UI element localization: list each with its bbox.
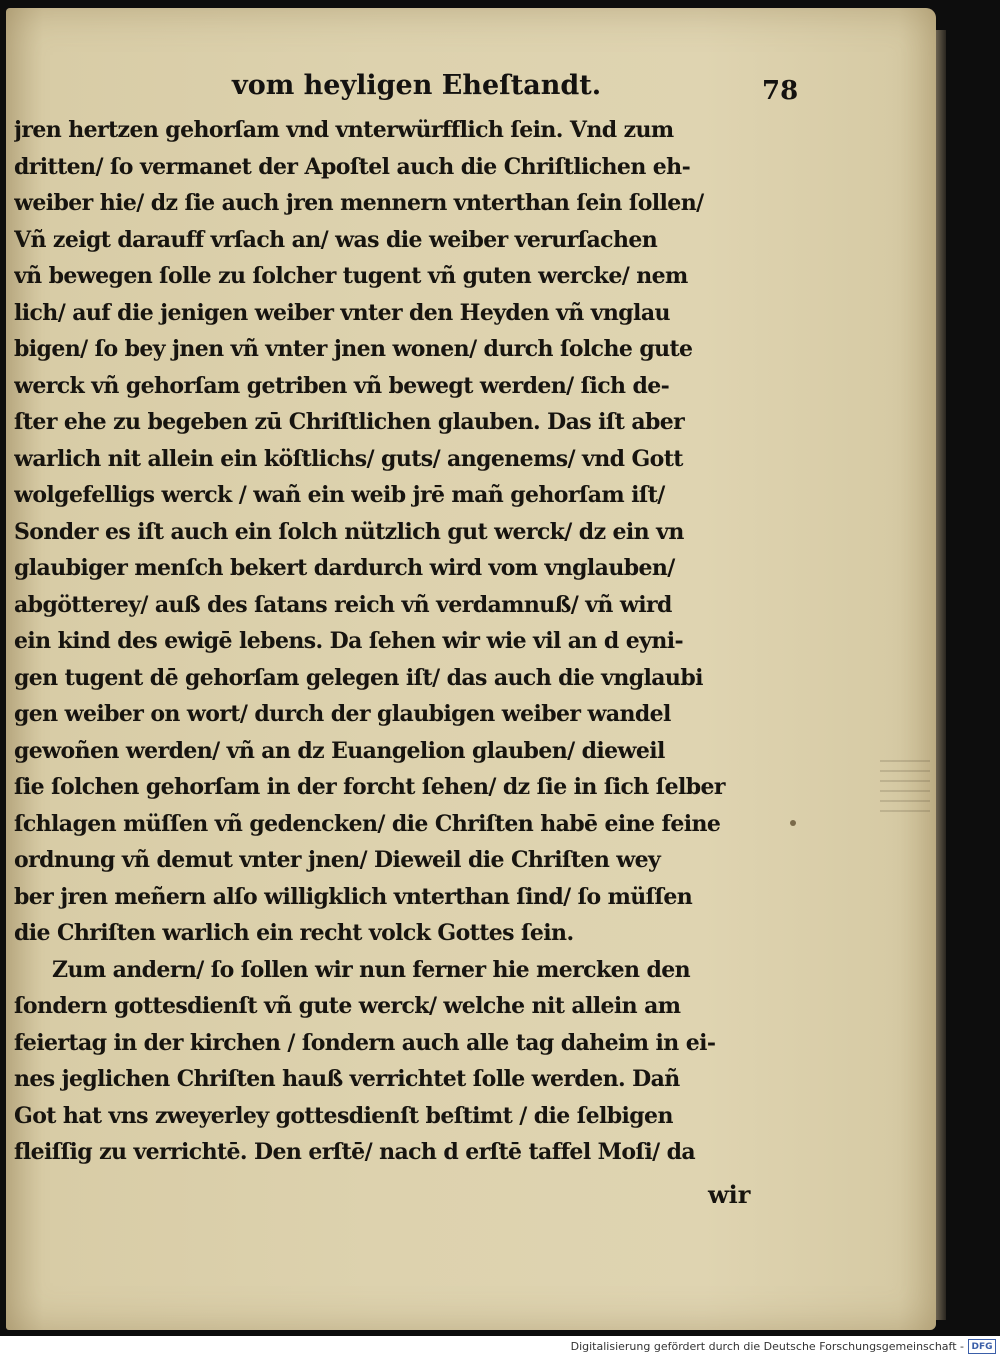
text-line: ſie ſolchen gehorſam in der forcht ſehen/ dz ſie in ſich ſelber: [14, 774, 725, 800]
running-head-title: vom heyligen Eheſtandt.: [232, 70, 602, 101]
text-line: dritten/ ſo vermanet der Apoſtel auch die Chriſtlichen eh-: [14, 153, 691, 180]
text-line: vñ bewegen ſolle zu ſolcher tugent vñ guten wercke/ nem: [14, 263, 688, 289]
text-line: ein kind des ewigē lebens. Da ſehen wir wie vil an d eyni-: [14, 628, 684, 654]
text-line: wolgefelligs werck / wañ ein weib jrē mañ gehorſam iſt/: [14, 482, 665, 508]
text-line: warlich nit allein ein köſtlichs/ guts/ angenems/ vnd Gott: [14, 445, 683, 472]
catchword: wir: [708, 1180, 751, 1209]
text-line: Vñ zeigt darauff vrſach an/ was die weiber verurſachen: [14, 226, 658, 253]
text-line: ſondern gottesdienſt vñ gute werck/ welche nit allein am: [14, 993, 681, 1019]
text-line: weiber hie/ dz ſie auch jren mennern vnterthan ſein ſollen/: [14, 190, 704, 216]
dfg-credit-text: Digitalisierung gefördert durch die Deutsche Forschungsgemeinschaft -: [570, 1340, 964, 1353]
footer-bar: [0, 1336, 1000, 1359]
text-line: jren hertzen gehorſam vnd vnterwürfflich ſein. Vnd zum: [14, 117, 674, 143]
show-through-marks: [880, 760, 930, 820]
text-line: ordnung vñ demut vnter jnen/ Dieweil die Chriſten wey: [14, 847, 661, 873]
text-line: ber jren meñern alſo willigklich vnterthan ſind/ ſo müſſen: [14, 883, 693, 910]
text-line: nes jeglichen Chriſten hauß verrichtet ſolle werden. Dañ: [14, 1066, 680, 1092]
text-line: werck vñ gehorſam getriben vñ bewegt werden/ ſich de-: [14, 372, 670, 399]
text-line: Sonder es iſt auch ein ſolch nützlich gut werck/ dz ein vn: [14, 518, 684, 545]
text-line: abgötterey/ auß des ſatans reich vñ verdamnuß/ vñ wird: [14, 591, 672, 618]
text-line: ſter ehe zu begeben zū Chriſtlichen glauben. Das iſt aber: [14, 409, 685, 435]
text-line: die Chriſten warlich ein recht volck Gottes ſein.: [14, 920, 574, 946]
running-head: [0, 70, 1000, 110]
text-line: gen weiber on wort/ durch der glaubigen weiber wandel: [14, 701, 671, 727]
text-line: gewoñen werden/ vñ an dz Euangelion glauben/ dieweil: [14, 737, 665, 764]
text-line: feiertag in der kirchen / ſondern auch alle tag daheim in ei-: [14, 1029, 716, 1056]
text-line: Got hat vns zweyerley gottesdienſt beſtimt / die ſelbigen: [14, 1102, 673, 1129]
folio-number: 78: [762, 76, 799, 106]
text-line: Zum andern/ ſo ſollen wir nun ferner hie mercken den: [52, 956, 691, 983]
body-text: [14, 112, 814, 1171]
text-line: bigen/ ſo bey jnen vñ vnter jnen wonen/ durch ſolche gute: [14, 336, 693, 362]
text-line: glaubiger menſch bekert dardurch wird vom vnglauben/: [14, 555, 675, 581]
dfg-logo-icon: DFG: [968, 1339, 996, 1354]
text-line: lich/ auf die jenigen weiber vnter den Heyden vñ vnglau: [14, 299, 670, 326]
text-line: gen tugent dē gehorſam gelegen iſt/ das auch die vnglaubi: [14, 664, 703, 691]
page-edge-shadow: [936, 30, 946, 1320]
text-line: ſchlagen müſſen vñ gedencken/ die Chriſten habē eine feine: [14, 810, 721, 837]
text-line: fleiſſig zu verrichtē. Den erſtē/ nach d erſtē taffel Moſi/ da: [14, 1139, 696, 1165]
